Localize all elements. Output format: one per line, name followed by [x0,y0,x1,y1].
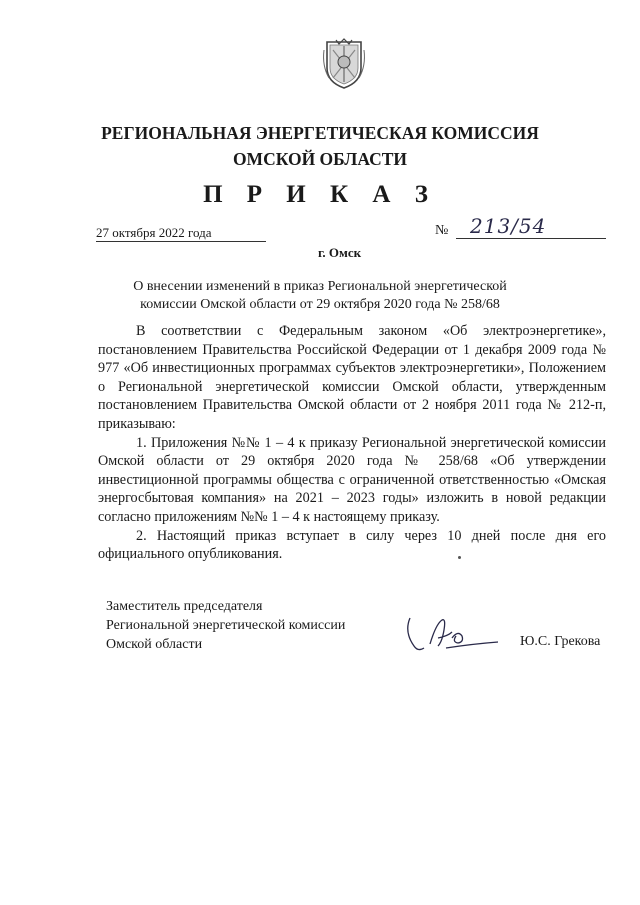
subject-line2: комиссии Омской области от 29 октября 2020 года № 258/68 [140,297,500,312]
order-number: 213/54 [470,214,547,238]
position-line1: Заместитель председателя [106,599,263,614]
handwritten-signature-icon [402,610,502,660]
organization-name-line1: РЕГИОНАЛЬНАЯ ЭНЕРГЕТИЧЕСКАЯ КОМИССИЯ [101,123,539,143]
coat-of-arms-icon [321,38,367,90]
signatory-name: Ю.С. Грекова [520,634,601,649]
position-line3: Омской области [106,637,203,652]
organization-name-line2: ОМСКОЙ ОБЛАСТИ [232,149,408,169]
clause-1: 1. Приложения №№ 1 – 4 к приказу Региональной энергетической комиссии Омской области от 29 октября 2020 года № 258/68 «Об утверждении инвестиционной программы общества с ограниченной ответственностью «Омская энергосбытовая компания» на 2021 – 2023 годы» изложить в новой редакции согласно приложениям №№ 1 – 4 к настоящему приказу. [98,434,606,525]
number-sign: № [435,223,449,238]
document-type-title: П Р И К А З [203,181,437,208]
order-body [98,322,606,564]
position-line2: Региональной энергетической комиссии [106,618,346,633]
city: г. Омск [318,245,362,260]
clause-2: 2. Настоящий приказ вступает в силу через 10 дней после дня его официального опубликования. [98,527,606,563]
order-subject [0,278,640,314]
order-date: 27 октября 2022 года [96,225,266,242]
scan-speck [458,556,461,559]
number-underline [456,238,606,239]
signatory-position [106,597,345,654]
preamble-paragraph: В соответствии с Федеральным законом «Об электроэнергетике», постановлением Правительства Российской Федерации от 1 декабря 2009 года № 977 «Об инвестиционных программах субъектов электроэнергетики», Положением о Региональной энергетической комиссии Омской области, утвержденным постановлением Правительства Омской области от 2 ноября 2011 года № 212-п, приказываю: [98,323,606,432]
subject-line1: О внесении изменений в приказ Региональной энергетической [133,279,507,294]
